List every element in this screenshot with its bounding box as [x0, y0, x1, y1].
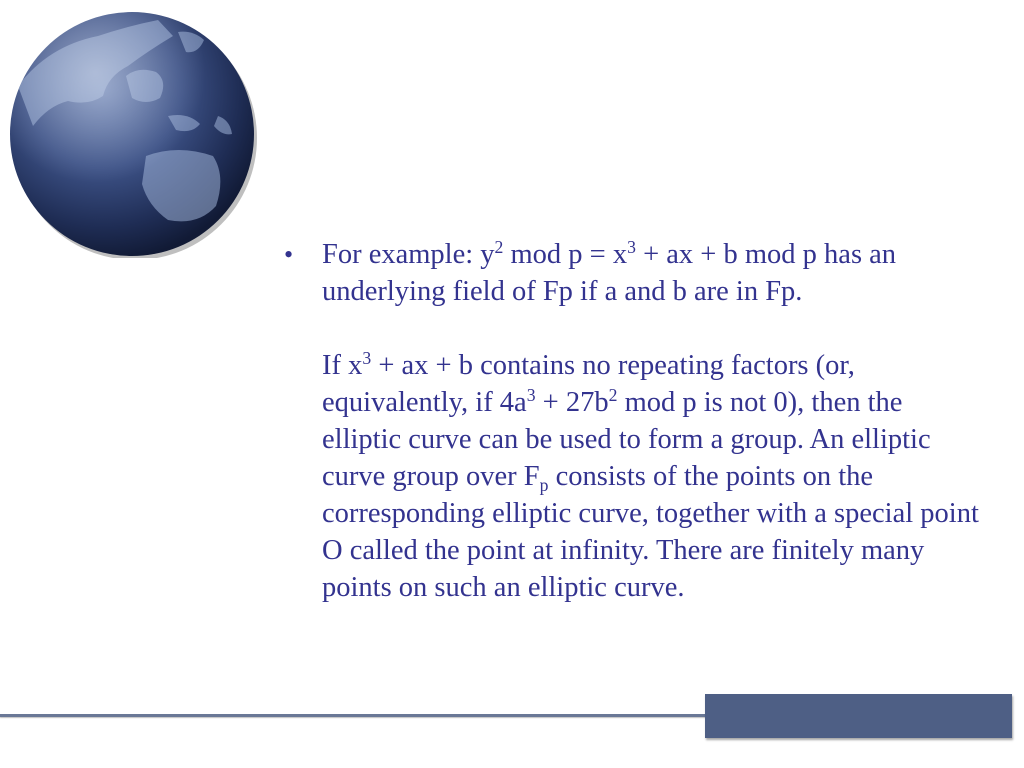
list-item — [282, 236, 987, 606]
bullet-marker: • — [284, 240, 294, 269]
bullet-list — [282, 236, 987, 606]
paragraph-2: If $x^3$ + ax + b contains no repeating factors (or, equivalently, if $4a^3 + 27b^2$ mod p is not 0), then the elliptic curve can be used to form a group. An elliptic curve group over $F_p$ consists of the points on the corresponding elliptic curve, together with a special point O called the point at infinity. There are finitely many points on such an elliptic curve. — [322, 348, 979, 603]
globe-icon — [8, 6, 260, 258]
footer-accent-block — [705, 694, 1012, 738]
footer-rule — [0, 714, 706, 717]
paragraph-gap — [322, 310, 987, 347]
slide-content — [282, 236, 987, 606]
paragraph-1: For example: $y^2$ mod $p = x^3$ + ax + b mod p has an underlying field of Fp if a and b are in Fp. — [322, 237, 897, 307]
